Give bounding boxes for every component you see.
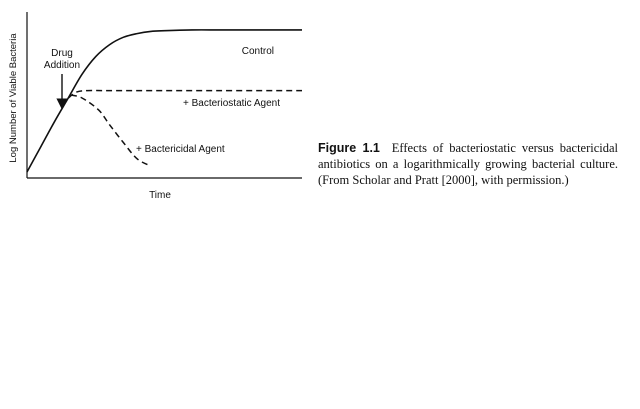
series-label-bactericidal-agent: + Bactericidal Agent: [136, 144, 225, 155]
series-line-bacteriostatic-agent: [68, 90, 302, 98]
annotation-line-1: Drug: [51, 48, 73, 59]
annotation-line-2: Addition: [43, 60, 81, 71]
series-line-bactericidal-agent: [71, 95, 151, 166]
caption-text: Effects of bacteriostatic versus bactericidal antibiotics on a logarithmically growing bacterial culture. (From Scholar and Pratt [2000], with permission.): [318, 141, 619, 187]
figure-label: Figure 1.1: [318, 141, 380, 155]
figure-caption: [318, 140, 618, 188]
series-label-bacteriostatic-agent: + Bacteriostatic Agent: [182, 98, 280, 109]
x-axis-label: Time: [149, 190, 171, 201]
series-label-control: Control: [241, 46, 274, 57]
y-axis-label: Log Number of Viable Bacteria: [8, 33, 19, 163]
